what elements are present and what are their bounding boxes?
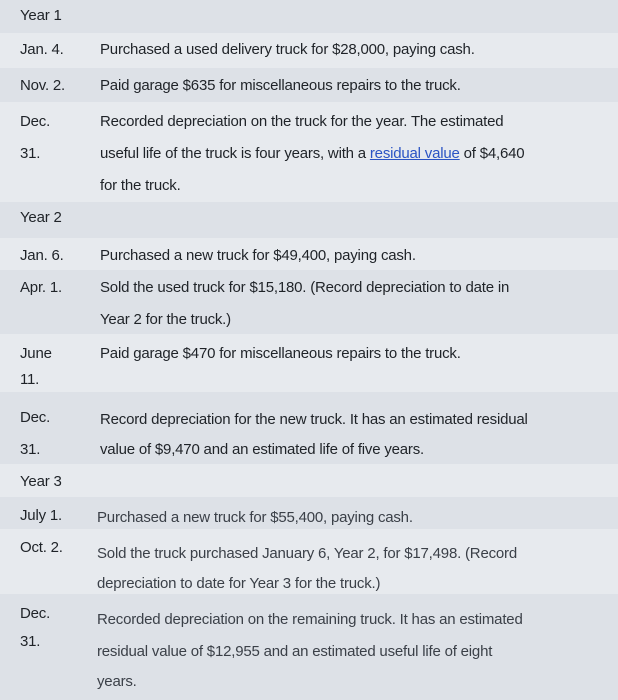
row-band (0, 202, 618, 238)
row-band (0, 0, 618, 33)
entry-description-line: depreciation to date for Year 3 for the truck.) (97, 575, 381, 592)
entry-date-month: Dec. (20, 409, 51, 426)
entry-date: Apr. 1. (20, 279, 62, 296)
year-heading: Year 3 (20, 473, 62, 490)
entry-description-line: for the truck. (100, 177, 181, 194)
entry-date: Oct. 2. (20, 539, 63, 556)
entry-description: Recorded depreciation on the remaining truck. It has an estimated (97, 611, 523, 628)
entry-description: Purchased a new truck for $49,400, paying cash. (100, 247, 416, 264)
entry-date-month: Dec. (20, 605, 51, 622)
text-fragment: useful life of the truck is four years, with a (100, 145, 370, 162)
entry-description: Paid garage $470 for miscellaneous repairs to the truck. (100, 345, 461, 362)
entry-description: Sold the used truck for $15,180. (Record depreciation to date in (100, 279, 510, 296)
entry-description: Paid garage $635 for miscellaneous repairs to the truck. (100, 77, 461, 94)
entry-date: Jan. 6. (20, 247, 64, 264)
entry-date: Jan. 4. (20, 41, 64, 58)
entry-description: Purchased a new truck for $55,400, paying cash. (97, 509, 413, 526)
text-fragment: of $4,640 (459, 145, 525, 162)
entry-description-line (100, 144, 524, 164)
entry-description: Recorded depreciation on the truck for the year. The estimated (100, 113, 504, 130)
row-band (0, 464, 618, 497)
entry-description-line: residual value of $12,955 and an estimated useful life of eight (97, 643, 493, 660)
entry-description: Record depreciation for the new truck. It has an estimated residual (100, 411, 528, 428)
entry-date-day: 31. (20, 441, 41, 458)
entry-description: Purchased a used delivery truck for $28,000, paying cash. (100, 41, 475, 58)
entry-date: July 1. (20, 507, 62, 524)
year-heading: Year 1 (20, 7, 62, 24)
entry-description-line: years. (97, 673, 137, 690)
entry-description: Sold the truck purchased January 6, Year 2, for $17,498. (Record (97, 545, 517, 562)
entry-date-day: 31. (20, 633, 41, 650)
entry-date-day: 11. (20, 371, 40, 388)
entry-date-month: Dec. (20, 113, 51, 130)
entry-date: Nov. 2. (20, 77, 66, 94)
entry-description-line: value of $9,470 and an estimated life of five years. (100, 441, 424, 458)
entry-description-line: Year 2 for the truck.) (100, 311, 231, 328)
year-heading: Year 2 (20, 209, 62, 226)
entry-date-day: 31. (20, 145, 41, 162)
entry-date-month: June (20, 345, 52, 362)
residual-value-link[interactable]: residual value (369, 145, 460, 162)
